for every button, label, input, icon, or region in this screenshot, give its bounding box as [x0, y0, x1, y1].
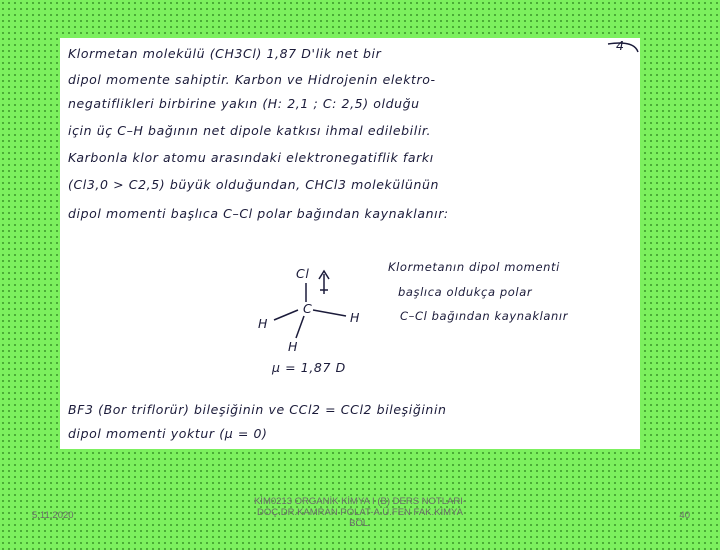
bottom-line-1: BF3 (Bor triflorür) bileşiğinin ve CCl2 = CCl2 bileşiğinin — [68, 402, 447, 417]
handwritten-note-image — [60, 38, 640, 449]
atom-h-right: H — [350, 310, 360, 325]
note-line-4: için üç C–H bağının net dipole katkısı ihmal edilebilir. — [68, 123, 432, 138]
note-line-7: dipol momenti başlıca C–Cl polar bağından kaynaklanır: — [68, 206, 449, 221]
note-line-2: dipol momente sahiptir. Karbon ve Hidrojenin elektro- — [68, 72, 436, 87]
note-canvas — [60, 38, 640, 449]
chloromethane-structure — [258, 266, 360, 375]
note-line-5: Karbonla klor atomu arasındaki elektronegatiflik farkı — [68, 150, 434, 165]
atom-c: C — [303, 301, 313, 316]
note-page-number: 4 — [616, 38, 625, 53]
bottom-line-2: dipol momenti yoktur (μ = 0) — [68, 426, 268, 441]
bond-c-h-bottom — [296, 316, 304, 338]
footer-date: 5.11.2020 — [32, 510, 74, 521]
note-line-1: Klormetan molekülü (CH3Cl) 1,87 D'lik net bir — [68, 46, 382, 61]
footer-page-number: 40 — [679, 510, 690, 521]
atom-cl: Cl — [296, 266, 310, 281]
side-note-line-3: C–Cl bağından kaynaklanır — [400, 309, 569, 323]
atom-h-left: H — [258, 316, 268, 331]
dipole-moment-value: μ = 1,87 D — [272, 360, 346, 375]
atom-h-bottom: H — [288, 339, 298, 354]
side-note-line-2: başlıca oldukça polar — [398, 285, 533, 299]
side-note-line-1: Klormetanın dipol momenti — [388, 260, 560, 274]
note-line-6: (Cl3,0 > C2,5) büyük olduğundan, CHCl3 molekülünün — [68, 177, 440, 192]
bond-c-h-right — [313, 310, 346, 316]
note-line-3: negatiflikleri birbirine yakın (H: 2,1 ; C: 2,5) olduğu — [68, 96, 420, 111]
bond-c-h-left — [274, 310, 298, 320]
footer-course-title: KİM0213 ORGANİK KİMYA I (B) DERS NOTLARI-DOÇ.DR.KAMRAN POLAT-A.Ü.FEN FAK.KİMYA BÖL. — [253, 496, 467, 529]
